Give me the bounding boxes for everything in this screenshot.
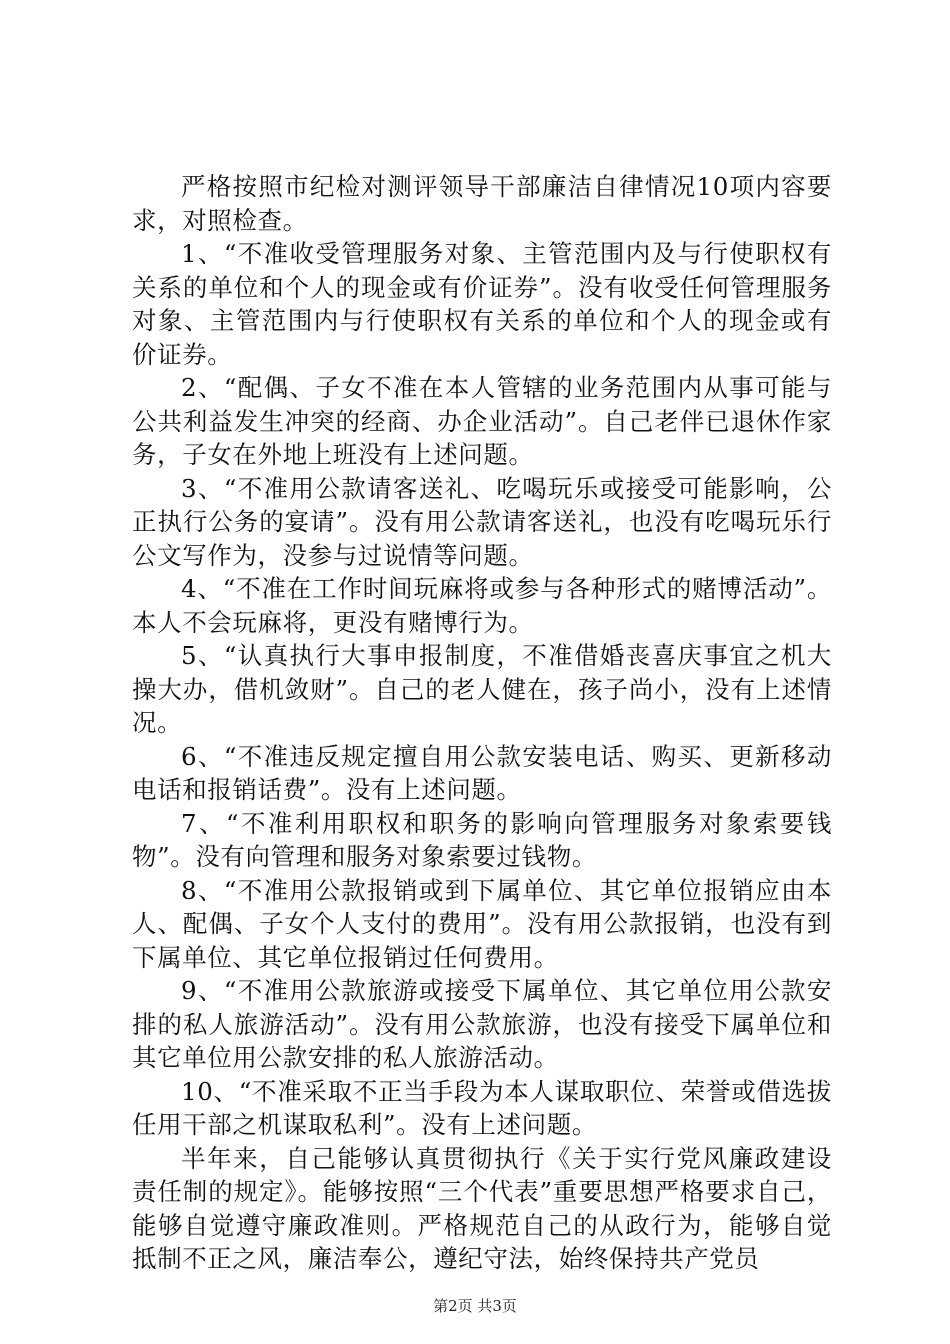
paragraph-summary: 半年来，自己能够认真贯彻执行《关于实行党风廉政建设责任制的规定》。能够按照“三个代表”重要思想严格要求自己，能够自觉遵守廉政准则。严格规范自己的从政行为，能够自觉抵制不正之风，廉洁奉公，遵纪守法，始终保持共产党员 bbox=[132, 1143, 832, 1273]
paragraph-item-6: 6、“不准违反规定擅自用公款安装电话、购买、更新移动电话和报销话费”。没有上述问题。 bbox=[132, 741, 832, 804]
paragraph-item-3: 3、“不准用公款请客送礼、吃喝玩乐或接受可能影响，公正执行公务的宴请”。没有用公款请客送礼，也没有吃喝玩乐行公文写作为，没参与过说情等问题。 bbox=[132, 473, 832, 570]
paragraph-item-2: 2、“配偶、子女不准在本人管辖的业务范围内从事可能与公共利益发生冲突的经商、办企业活动”。自己老伴已退休作家务，子女在外地上班没有上述问题。 bbox=[132, 373, 832, 469]
paragraph-intro: 严格按照市纪检对测评领导干部廉洁自律情况10项内容要求，对照检查。 bbox=[132, 172, 832, 235]
page-number-footer: 第2页 共3页 bbox=[433, 1297, 517, 1315]
paragraph-item-5: 5、“认真执行大事申报制度，不准借婚丧喜庆事宜之机大操大办，借机敛财”。自己的老人健在，孩子尚小，没有上述情况。 bbox=[132, 641, 832, 737]
paragraph-item-4: 4、“不准在工作时间玩麻将或参与各种形式的赌博活动”。本人不会玩麻将，更没有赌博行为。 bbox=[132, 574, 832, 637]
paragraph-item-7: 7、“不准利用职权和职务的影响向管理服务对象索要钱物”。没有向管理和服务对象索要过钱物。 bbox=[132, 808, 832, 871]
paragraph-item-10: 10、“不准采取不正当手段为本人谋取职位、荣誉或借选拔任用干部之机谋取私利”。没有上述问题。 bbox=[132, 1076, 832, 1139]
paragraph-item-8: 8、“不准用公款报销或到下属单位、其它单位报销应由本人、配偶、子女个人支付的费用”。没有用公款报销，也没有到下属单位、其它单位报销过任何费用。 bbox=[132, 875, 832, 972]
paragraph-item-1: 1、“不准收受管理服务对象、主管范围内及与行使职权有关系的单位和个人的现金或有价证券”。没有收受任何管理服务对象、主管范围内与行使职权有关系的单位和个人的现金或有价证券。 bbox=[132, 239, 832, 369]
document-body bbox=[132, 170, 832, 1276]
paragraph-item-9: 9、“不准用公款旅游或接受下属单位、其它单位用公款安排的私人旅游活动”。没有用公款旅游，也没有接受下属单位和其它单位用公款安排的私人旅游活动。 bbox=[132, 976, 832, 1072]
